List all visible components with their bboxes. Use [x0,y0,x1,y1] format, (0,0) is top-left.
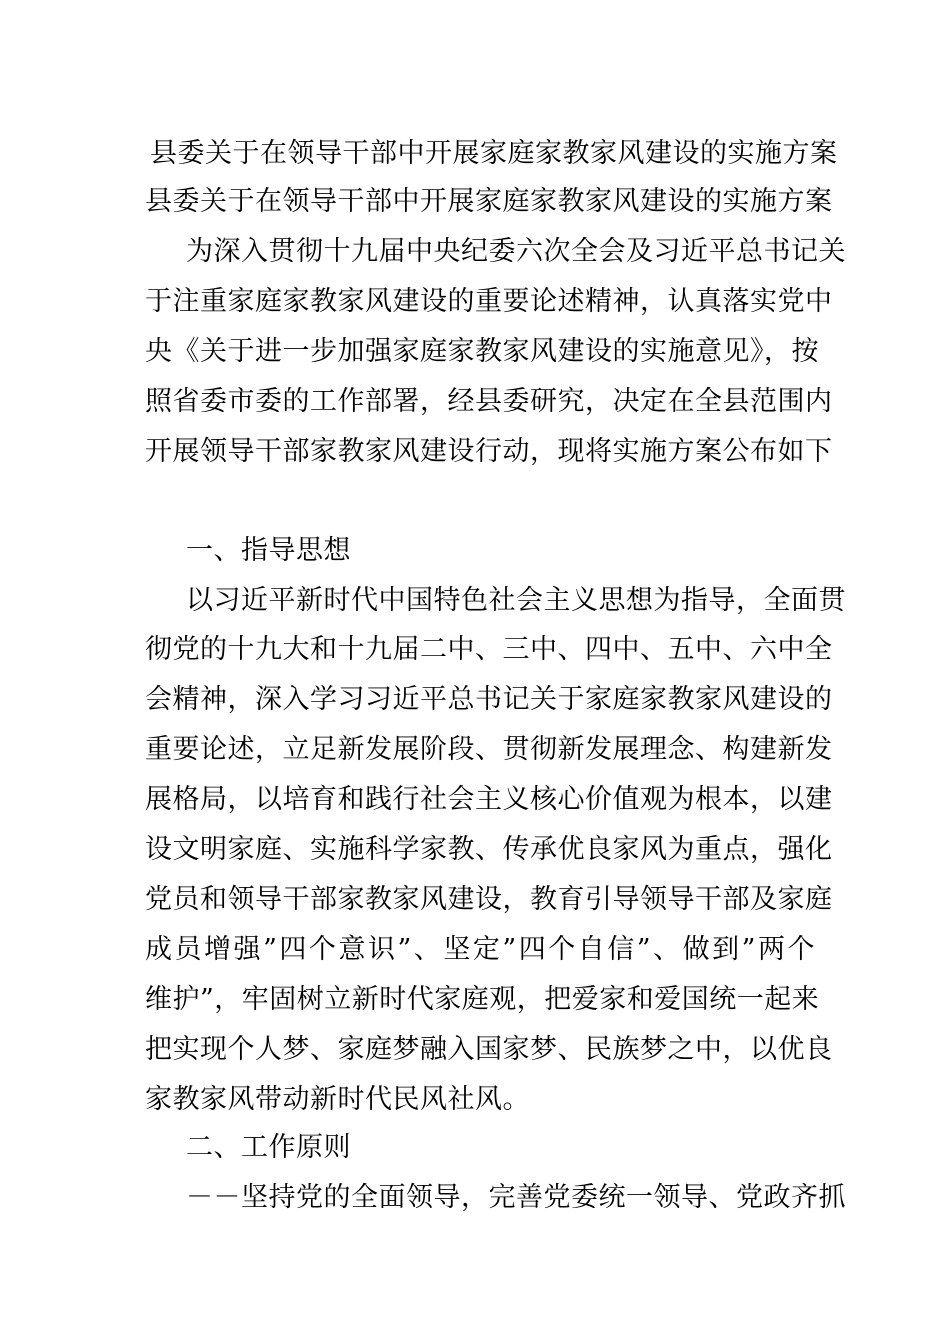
intro-line-4: 照省委市委的工作部署，经县委研究，决定在全县范围内 [145,386,833,417]
section1-line-2: 彻党的十九大和十九届二中、三中、四中、五中、六中全 [145,634,833,665]
section2-heading: 二、工作原则 [186,1132,351,1163]
section1-line-7: 党员和领导干部家教家风建设，教育引导领导干部及家庭 [145,884,833,915]
intro-line-3: 央《关于进一步加强家庭家教家风建设的实施意见》，按 [145,336,819,367]
section1-line-11: 家教家风带动新时代民风社风。 [145,1084,530,1115]
section1-line-9: 维护”，牢固树立新时代家庭观，把爱家和爱国统一起来 [145,984,820,1015]
document-title-line-2: 县委关于在领导干部中开展家庭家教家风建设的实施方案 [145,186,833,217]
section1-line-6: 设文明家庭、实施科学家教、传承优良家风为重点，强化 [145,834,833,865]
intro-line-5: 开展领导干部家教家风建设行动，现将实施方案公布如下 [145,436,833,467]
section1-line-8: 成员增强”四个意识”、坚定”四个自信”、做到”两个 [145,934,815,965]
section1-line-10: 把实现个人梦、家庭梦融入国家梦、民族梦之中，以优良 [145,1034,833,1065]
section1-heading: 一、指导思想 [186,535,351,566]
section1-line-3: 会精神，深入学习习近平总书记关于家庭家教家风建设的 [145,684,833,715]
section1-line-5: 展格局，以培育和践行社会主义核心价值观为根本，以建 [145,784,833,815]
intro-line-2: 于注重家庭家教家风建设的重要论述精神，认真落实党中 [145,286,833,317]
section1-line-1: 以习近平新时代中国特色社会主义思想为指导，全面贯 [186,585,846,616]
section2-line-1: －－坚持党的全面领导，完善党委统一领导、党政齐抓 [186,1182,846,1213]
intro-line-1: 为深入贯彻十九届中央纪委六次全会及习近平总书记关 [186,236,846,267]
document-title-line-1: 县委关于在领导干部中开展家庭家教家风建设的实施方案 [150,138,838,169]
section1-line-4: 重要论述，立足新发展阶段、贯彻新发展理念、构建新发 [145,734,833,765]
